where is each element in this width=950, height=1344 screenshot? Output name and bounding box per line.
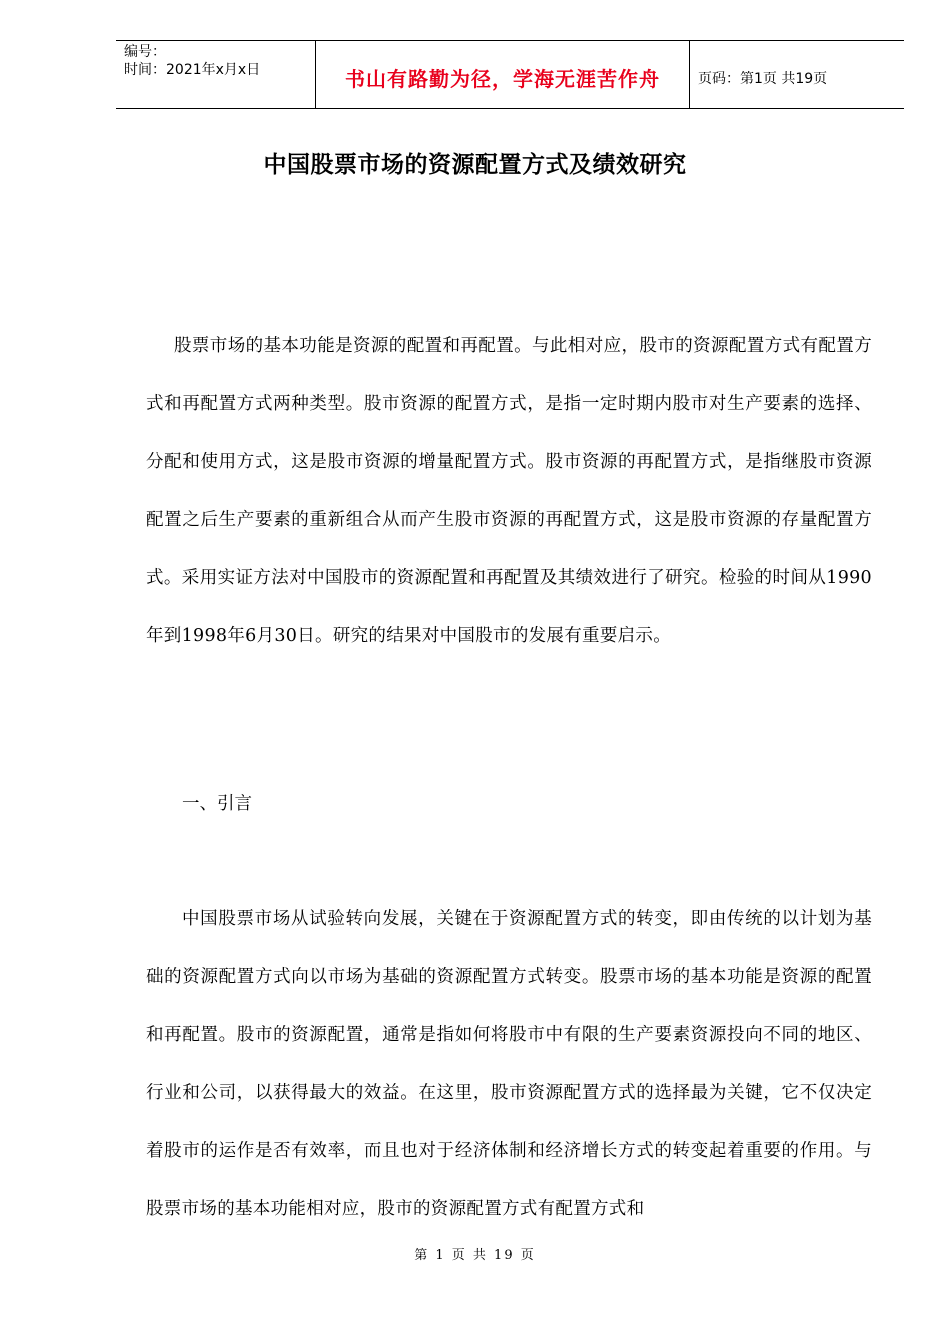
time-label: 时间：2021年x月x日 xyxy=(124,62,261,78)
header-motto: 书山有路勤为径，学海无涯苦作舟 xyxy=(316,41,690,108)
document-header xyxy=(116,40,904,109)
header-meta xyxy=(116,41,316,108)
intro-paragraph: 中国股票市场从试验转向发展，关键在于资源配置方式的转变，即由传统的以计划为基础的资源配置方式向以市场为基础的资源配置方式转变。股票市场的基本功能是资源的配置和再配置。股市的资源配置，通常是指如何将股市中有限的生产要素资源投向不同的地区、行业和公司，以获得最大的效益。在这里，股市资源配置方式的选择最为关键，它不仅决定着股市的运作是否有效率，而且也对于经济体制和经济增长方式的转变起着重要的作用。与股票市场的基本功能相对应，股市的资源配置方式有配置方式和 xyxy=(146,909,872,1219)
section-heading: 一、引言 xyxy=(182,794,252,814)
number-label: 编号： xyxy=(124,44,166,60)
page-footer: 第 1 页 共 19 页 xyxy=(414,1248,536,1263)
abstract-paragraph: 股票市场的基本功能是资源的配置和再配置。与此相对应，股市的资源配置方式有配置方式和再配置方式两种类型。股市资源的配置方式，是指一定时期内股市对生产要素的选择、分配和使用方式，这是股市资源的增量配置方式。股市资源的再配置方式，是指继股市资源配置之后生产要素的重新组合从而产生股市资源的再配置方式，这是股市资源的存量配置方式。采用实证方法对中国股市的资源配置和再配置及其绩效进行了研究。检验的时间从1990年到1998年6月30日。研究的结果对中国股市的发展有重要启示。 xyxy=(146,336,872,646)
document-title: 中国股票市场的资源配置方式及绩效研究 xyxy=(263,151,687,178)
header-page-info: 页码：第1页 共19页 xyxy=(698,70,828,87)
